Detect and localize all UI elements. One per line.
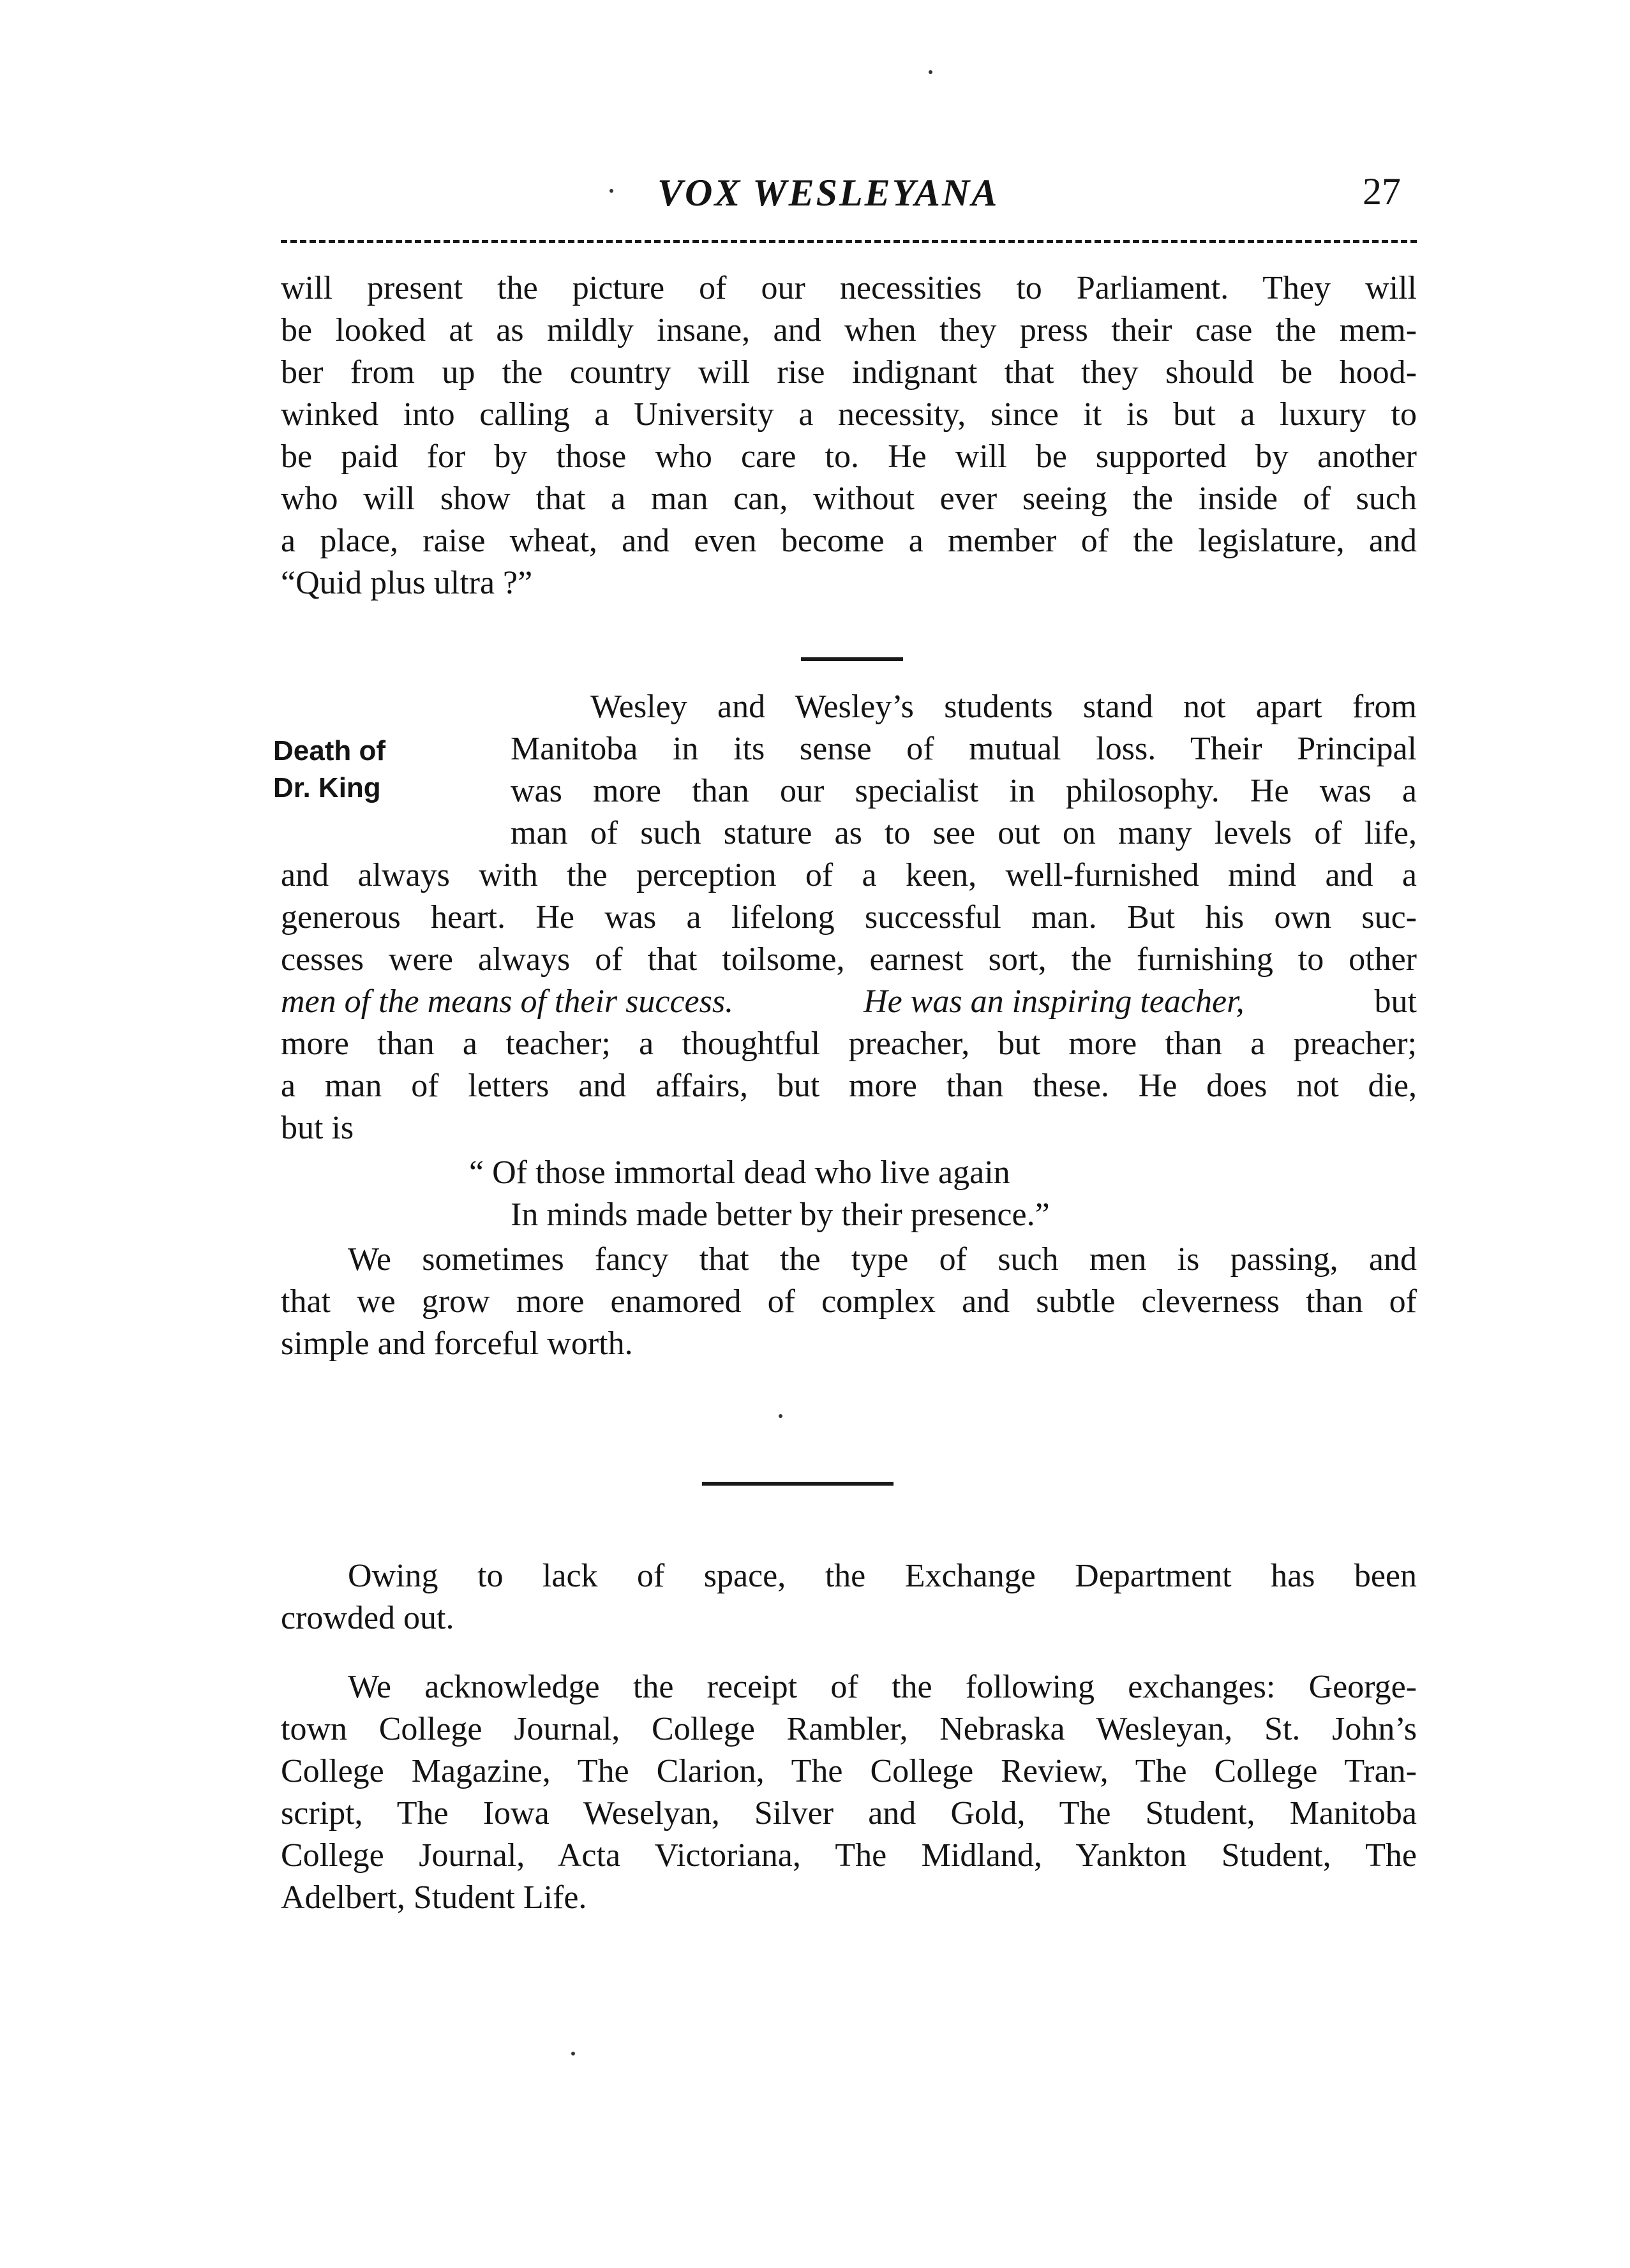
text-line: “Quid plus ultra ?” xyxy=(281,565,533,601)
italic-phrase: He was an inspiring teacher, xyxy=(864,983,1245,1020)
text-line: cesses were always of that toilsome, earnest sort, the furnishing to other xyxy=(281,941,1417,978)
text-line: College Magazine, The Clarion, The College Review, The College Tran- xyxy=(281,1753,1417,1789)
scan-speck xyxy=(779,1414,782,1418)
text-line: crowded out. xyxy=(281,1600,454,1636)
text-line: We acknowledge the receipt of the following exchanges: George- xyxy=(348,1669,1417,1705)
quote-line: In minds made better by their presence.” xyxy=(511,1197,1050,1233)
running-title: VOX WESLEYANA xyxy=(657,172,999,214)
text-line: who will show that a man can, without ever seeing the inside of such xyxy=(281,481,1417,517)
section-divider xyxy=(801,657,903,661)
text-line: more than a teacher; a thoughtful preacher, but more than a preacher; xyxy=(281,1026,1417,1062)
text-line: ber from up the country will rise indignant that they should be hood- xyxy=(281,354,1417,391)
text-line: but is xyxy=(281,1110,354,1146)
text-line: Wesley and Wesley’s students stand not apart from xyxy=(590,689,1417,725)
text-line: will present the picture of our necessities to Parliament. They will xyxy=(281,270,1417,306)
quote-line: “ Of those immortal dead who live again xyxy=(469,1154,1010,1191)
text-line: Adelbert, Student Life. xyxy=(281,1879,587,1916)
scan-speck xyxy=(609,189,613,193)
text-line xyxy=(281,983,1417,1021)
text-line: We sometimes fancy that the type of such men is passing, and xyxy=(348,1241,1417,1278)
side-heading: Death of xyxy=(273,735,385,766)
text-line: man of such stature as to see out on many levels of life, xyxy=(511,815,1417,851)
header-rule xyxy=(281,240,1417,243)
text-line: a place, raise wheat, and even become a member of the legislature, and xyxy=(281,523,1417,559)
text-line: College Journal, Acta Victoriana, The Midland, Yankton Student, The xyxy=(281,1837,1417,1874)
text-line: be paid for by those who care to. He will be supported by another xyxy=(281,438,1417,475)
text-line: generous heart. He was a lifelong successful man. But his own suc- xyxy=(281,899,1417,936)
side-heading: Dr. King xyxy=(273,772,381,803)
text-line: winked into calling a University a necessity, since it is but a luxury to xyxy=(281,396,1417,433)
text-fragment: but xyxy=(1374,983,1417,1020)
text-line: and always with the perception of a keen, well-furnished mind and a xyxy=(281,857,1417,893)
text-line: script, The Iowa Weselyan, Silver and Gold, The Student, Manitoba xyxy=(281,1795,1417,1832)
text-line: be looked at as mildly insane, and when they press their case the mem- xyxy=(281,312,1417,348)
text-line: Manitoba in its sense of mutual loss. Their Principal xyxy=(511,731,1417,767)
page-number: 27 xyxy=(1363,170,1401,213)
text-line: that we grow more enamored of complex and subtle cleverness than of xyxy=(281,1283,1417,1320)
scan-speck xyxy=(571,2052,575,2055)
text-line: town College Journal, College Rambler, Nebraska Wesleyan, St. John’s xyxy=(281,1711,1417,1747)
text-line: was more than our specialist in philosophy. He was a xyxy=(511,773,1417,809)
text-line: Owing to lack of space, the Exchange Department has been xyxy=(348,1558,1417,1594)
section-divider xyxy=(702,1482,894,1486)
text-line: a man of letters and affairs, but more than these. He does not die, xyxy=(281,1068,1417,1104)
text-line: simple and forceful worth. xyxy=(281,1325,633,1362)
italic-phrase: men of the means of their success. xyxy=(281,983,734,1020)
scan-speck xyxy=(929,70,932,74)
